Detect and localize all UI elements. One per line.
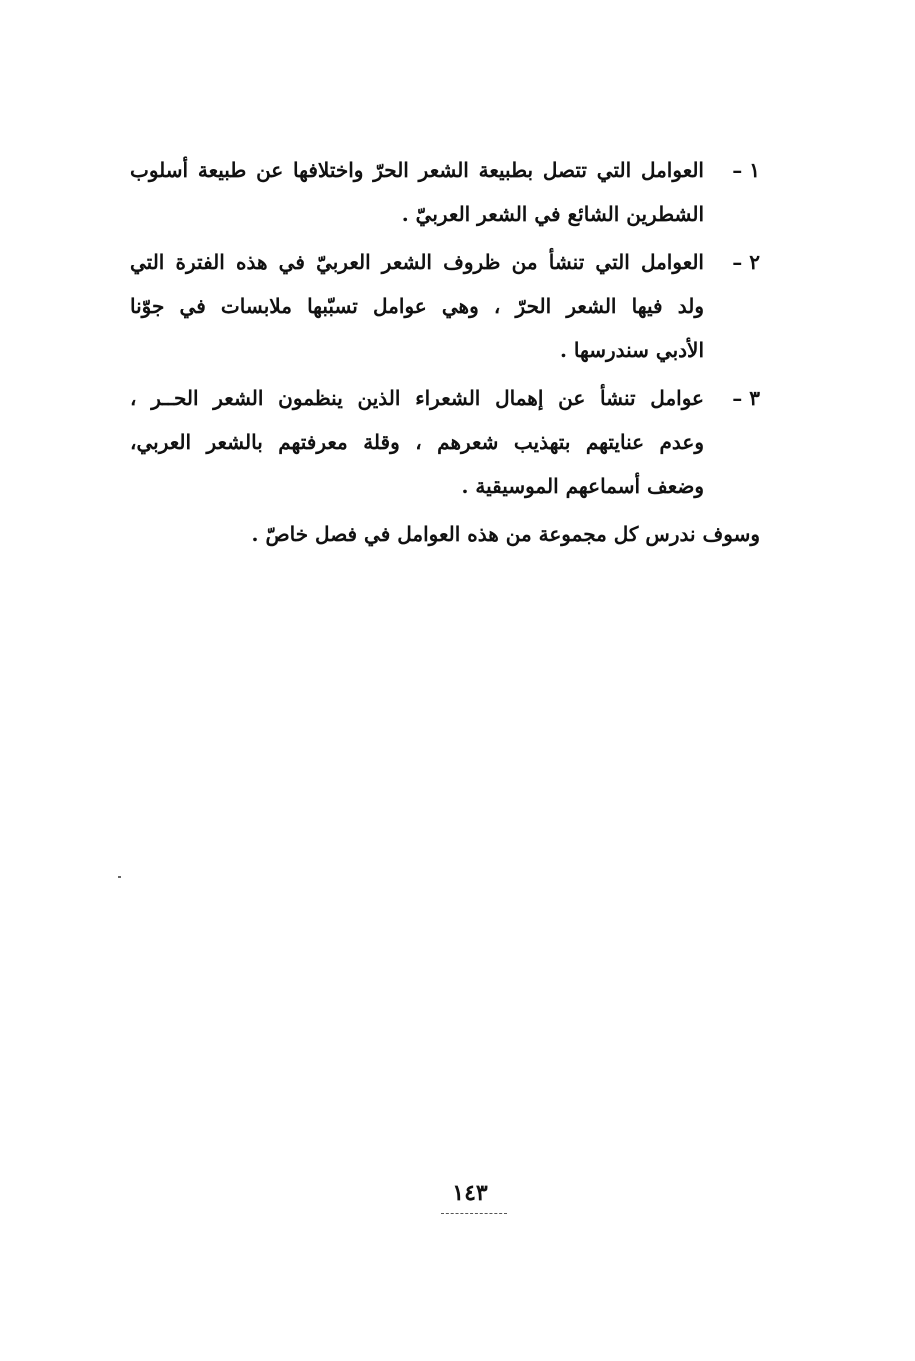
- list-item-body: [130, 376, 704, 508]
- page-number-underline: [441, 1213, 507, 1214]
- text-line: وعدم عنايتهم بتهذيب شعرهم ، وقلة معرفتهم بالشعر العربي،: [130, 430, 704, 454]
- text-line: عوامل تنشأ عن إهمال الشعراء الذين ينظمون الشعر الحــر ،: [130, 386, 704, 410]
- page-number: ١٤٣: [452, 1180, 488, 1206]
- page-body: [130, 148, 760, 556]
- list-item-1: [130, 148, 760, 236]
- list-item-number: ١ –: [732, 158, 760, 182]
- list-item-number: ٢ –: [732, 250, 760, 274]
- text-line: وضعف أسماعهم الموسيقية .: [461, 474, 704, 498]
- text-line: العوامل التي تتصل بطبيعة الشعر الحرّ واختلافها عن طبيعة أسلوب: [130, 158, 704, 182]
- text-line: العوامل التي تنشأ من ظروف الشعر العربيّ في هذه الفترة التي: [130, 250, 704, 274]
- text-line: الشطرين الشائع في الشعر العربيّ .: [401, 202, 704, 226]
- closing-paragraph: وسوف ندرس كل مجموعة من هذه العوامل في فصل خاصّ .: [251, 522, 760, 546]
- list-item-number: ٣ –: [732, 386, 760, 410]
- scan-speck: [118, 876, 121, 878]
- text-line: ولد فيها الشعر الحرّ ، وهي عوامل تسبّبها ملابسات في جوّنا: [130, 294, 704, 318]
- list-item-body: [130, 148, 704, 236]
- text-line: الأدبي سندرسها .: [559, 338, 704, 362]
- list-item-3: [130, 376, 760, 508]
- list-item-2: [130, 240, 760, 372]
- list-item-body: [130, 240, 704, 372]
